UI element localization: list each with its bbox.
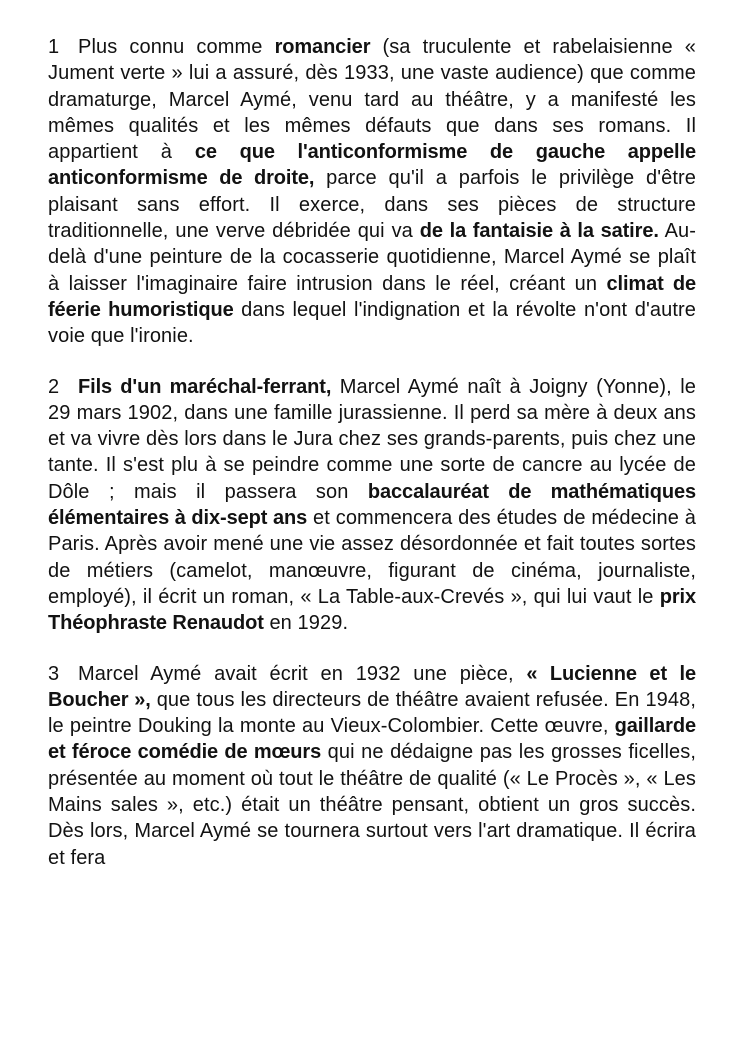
text-segment: en 1929. — [263, 612, 349, 635]
text-segment: que tous les directeurs de théâtre avaient refusée. En 1948, le peintre Douking la monte au Vieux-Colombier. Cette œuvre, — [48, 688, 696, 738]
bold-term: « Lucienne et le Boucher », — [48, 662, 696, 711]
bold-term: romancier — [274, 36, 371, 58]
text-segment: parce qu'il a parfois le privilège d'être plaisant sans effort. Il exerce, dans ses pièces de structure traditionnelle, une verve débridée qui va — [48, 167, 697, 243]
bold-term: prix Théophraste Renaudot — [48, 585, 696, 635]
text-segment: Marcel Aymé avait écrit en 1932 une pièce, — [78, 662, 527, 685]
paragraph-number: 3 — [48, 662, 60, 685]
bold-term: gaillarde et féroce comédie de mœurs — [48, 715, 696, 764]
bold-term: Fils d'un maréchal-ferrant, — [78, 375, 332, 398]
bold-term: ce que l'anticonformisme de gauche appelle anticonformisme de droite, — [48, 141, 696, 190]
text-segment: dans lequel l'indignation et la révolte n'ont d'autre voie que l'ironie. — [48, 298, 696, 348]
text-segment: Plus connu comme — [78, 36, 275, 58]
document-page — [48, 34, 696, 895]
text-segment: (sa truculente et rabelaisienne « Jument verte » lui a assuré, dès 1933, une vaste audience) que comme dramaturge, Marcel Aymé, venu tard au théâtre, y a manifesté les mêmes qualités et les mêmes défauts que dans ses romans. Il appartient à — [48, 36, 696, 164]
paragraph-3 — [48, 661, 696, 871]
bold-term: baccalauréat de mathématiques élémentaires à dix-sept ans — [48, 480, 696, 530]
paragraph-number: 1 — [48, 36, 60, 58]
paragraph-1 — [48, 34, 696, 350]
text-segment: qui ne dédaigne pas les grosses ficelles, présentée au moment où tout le théâtre de qualité (« Le Procès », « Les Mains sales », etc.) était un théâtre pensant, obtient un gros succès. Dès lors, Marcel Aymé se tournera surtout vers l'art dramatique. Il écrira et fera — [48, 741, 696, 869]
bold-term: climat de féerie humoristique — [48, 272, 696, 321]
text-segment: et commencera des études de médecine à Paris. Après avoir mené une vie assez désordonnée et fait toutes sortes de métiers (camelot, manœuvre, figurant de cinéma, journaliste, employé), il écrit un roman, « La Table-aux-Crevés », qui lui vaut le — [48, 507, 696, 608]
text-segment: Au-delà d'une peinture de la cocasserie quotidienne, Marcel Aymé se plaît à laisser l'imaginaire faire intrusion dans le réel, créant un — [48, 220, 697, 295]
text-segment: Marcel Aymé naît à Joigny (Yonne), le 29 mars 1902, dans une famille jurassienne. Il perd sa mère à deux ans et va vivre dès lors dans le Jura chez ses grands-parents, puis chez une tante. Il s'est plu à se peindre comme une sorte de cancre au lycée de Dôle ; mais il passera son — [48, 375, 696, 503]
bold-term: de la fantaisie à la satire. — [419, 220, 659, 243]
paragraph-2 — [48, 374, 696, 637]
paragraph-number: 2 — [48, 375, 60, 398]
